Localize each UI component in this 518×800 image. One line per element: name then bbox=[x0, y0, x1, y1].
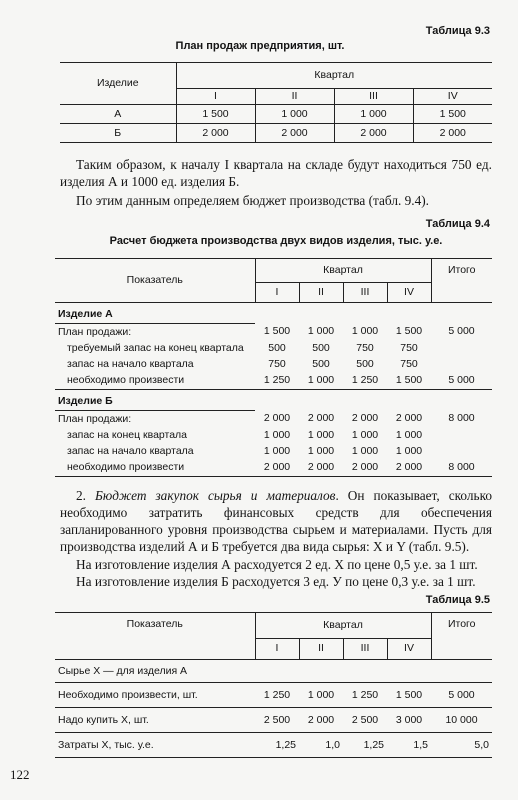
header-q3: III bbox=[334, 89, 413, 105]
table-row: Затраты X, тыс. у.е. 1,25 1,0 1,25 1,5 5,0 bbox=[55, 733, 492, 758]
table-row: План продажи: 1 500 1 000 1 000 1 500 5 000 bbox=[58, 325, 475, 338]
table-row: План продажи: 2 000 2 000 2 000 2 000 8 000 bbox=[58, 412, 475, 425]
header-total: Итого bbox=[431, 613, 492, 660]
group-product-a: Изделие А bbox=[55, 303, 255, 324]
table-9-4: Показатель Квартал Итого I II III IV Изделие А План продажи: 1 500 1 000 1 000 1 500 5 000 требуемый запас на конец квартала 500 500 750 750 запас на начало квартала 750 500 500 750 необходимо произвести 1 250 1 000 1 250 1 500 5 000 Изделие Б План продажи: 2 000 2 000 2 000 2 000 8 000 запас на конец квартала 1 000 1 000 1 000 1 000 запас на начало квартала 1 000 1 000 1 000 1 000 необходимо произвести 2 000 2 000 2 000 2 000 8 000 bbox=[55, 258, 492, 477]
table-9-4-title: Расчет бюджета производства двух видов изделия, тыс. у.е. bbox=[109, 235, 443, 247]
paragraph-budget: По этим данным определяем бюджет производства (табл. 9.4). bbox=[76, 193, 429, 208]
paragraph-product-a: На изготовление изделия А расходуется 2 ед. X по цене 0,5 у.е. за 1 шт. bbox=[76, 557, 478, 572]
paragraph-product-b: На изготовление изделия Б расходуется 3 ед. У по цене 0,3 у.е. за 1 шт. bbox=[76, 574, 476, 589]
table-row: запас на начало квартала 1 000 1 000 1 000 1 000 bbox=[67, 444, 423, 457]
table-row: Б 2 000 2 000 2 000 2 000 bbox=[60, 124, 492, 143]
table-9-3-caption: Таблица 9.3 bbox=[425, 25, 490, 37]
group-raw-x: Сырье X — для изделия А bbox=[55, 660, 492, 683]
header-quarter: Квартал bbox=[255, 259, 431, 283]
table-row: запас на начало квартала 750 500 500 750 bbox=[67, 357, 418, 370]
paragraph-stock: Таким образом, к началу I квартала на складе будут находиться 750 ед. изделия А и 1000 ед. изделия Б. bbox=[60, 157, 492, 189]
header-q2: II bbox=[255, 89, 334, 105]
header-quarter: Квартал bbox=[255, 613, 431, 639]
header-q1: I bbox=[176, 89, 255, 105]
table-9-3 bbox=[60, 62, 492, 143]
header-item: Изделие bbox=[60, 63, 176, 105]
header-indicator: Показатель bbox=[55, 259, 255, 303]
header-total: Итого bbox=[431, 259, 492, 303]
page-number: 122 bbox=[10, 767, 30, 782]
paragraph-purchases: 2. Бюджет закупок сырья и материалов. Он показывает, сколько необходимо затратить финансовых средств для обеспечения запланированного уровня производства сырьем и материалами. Пусть для производства изделий А и Б требуется два вида сырья: X и Y (табл. 9.5). bbox=[60, 488, 492, 554]
table-row: А 1 500 1 000 1 000 1 500 bbox=[60, 105, 492, 124]
header-quarter: Квартал bbox=[176, 63, 492, 89]
table-9-5-caption: Таблица 9.5 bbox=[425, 594, 490, 606]
header-q4: IV bbox=[413, 89, 492, 105]
table-9-4-caption: Таблица 9.4 bbox=[425, 218, 490, 230]
table-row: Надо купить X, шт. 2 500 2 000 2 500 3 000 10 000 bbox=[55, 708, 492, 733]
term-purchase-budget: Бюджет закупок сырья и материалов bbox=[95, 488, 336, 503]
table-row: Необходимо произвести, шт. 1 250 1 000 1 250 1 500 5 000 bbox=[55, 683, 492, 708]
group-product-b: Изделие Б bbox=[55, 390, 255, 411]
table-row: запас на конец квартала 1 000 1 000 1 000 1 000 bbox=[67, 428, 423, 441]
table-row: необходимо произвести 2 000 2 000 2 000 2 000 8 000 bbox=[55, 459, 492, 477]
table-9-5: Показатель Квартал Итого I II III IV Сырье X — для изделия А Необходимо произвести, шт. 1 250 1 000 1 250 1 500 5 000 Надо купить X, шт. 2 500 2 000 2 500 3 000 10 000 Затраты X, тыс. у.е. 1,25 1,0 1,25 1,5 5,0 bbox=[55, 612, 492, 758]
table-row: требуемый запас на конец квартала 500 500 750 750 bbox=[67, 341, 418, 354]
table-row: необходимо произвести 1 250 1 000 1 250 1 500 5 000 bbox=[55, 372, 492, 390]
table-9-3-title: План продаж предприятия, шт. bbox=[175, 40, 345, 52]
header-indicator: Показатель bbox=[55, 613, 255, 660]
